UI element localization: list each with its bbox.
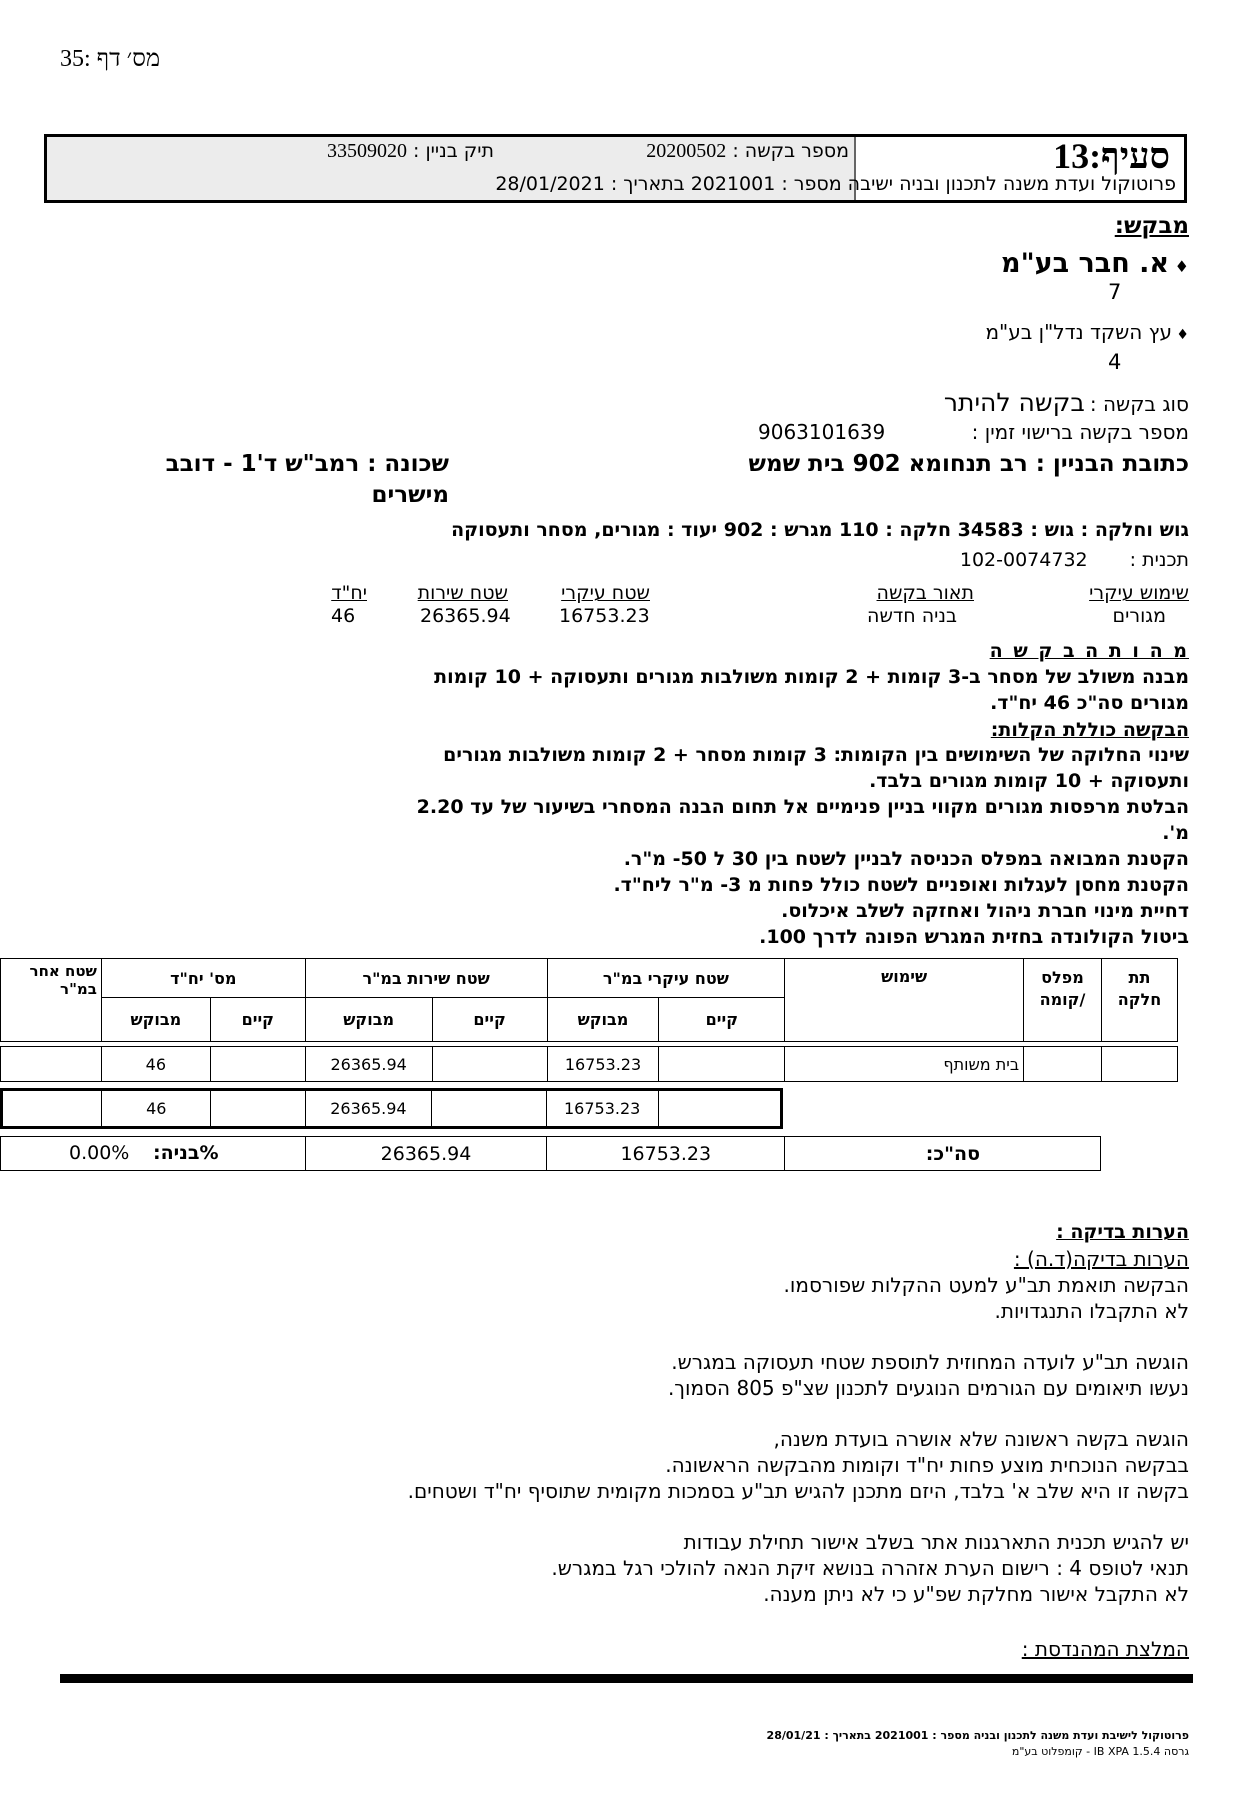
relief-line-7: דחיית מינוי חברת ניהול ואחזקה לשלב איכלוס. bbox=[781, 900, 1189, 922]
footer-line-2: גרסה IB XPA 1.5.4 - קומפלוט בע"מ bbox=[1011, 1745, 1189, 1758]
cell-units-requested: 46 bbox=[101, 1047, 210, 1082]
plan-label: תכנית : bbox=[1129, 549, 1189, 571]
section-title: סעיף:13 bbox=[1053, 136, 1170, 176]
address-label: כתובת הבניין : bbox=[1035, 451, 1189, 477]
col-use: שימוש bbox=[785, 959, 1024, 1042]
temp-license-value: 9063101639 bbox=[758, 420, 886, 444]
note-line-1: הבקשה תואמת תב"ע למעט ההקלות שפורסמו. bbox=[783, 1273, 1189, 1297]
parcel-line: גוש וחלקה : גוש : 34583 חלקה : 110 מגרש : 902 יעוד : מגורים, מסחר ותעסוקה bbox=[451, 519, 1189, 541]
total-main: 16753.23 bbox=[547, 1137, 785, 1171]
summary-main-use: מגורים bbox=[1112, 605, 1166, 627]
area-table-row bbox=[0, 1046, 1178, 1082]
request-number bbox=[646, 140, 849, 163]
neighborhood-label: שכונה : bbox=[367, 451, 449, 477]
service-existing-h: קיים bbox=[432, 998, 547, 1042]
engineering-recommendation: המלצת המהנדסת : bbox=[1021, 1637, 1189, 1661]
summary-h-main-use: שימוש עיקרי bbox=[1089, 582, 1189, 604]
bullet-icon: ♦ bbox=[1169, 257, 1189, 276]
summary-units: 46 bbox=[331, 605, 356, 627]
total-service: 26365.94 bbox=[305, 1137, 547, 1171]
relief-line-2: ותעסוקה + 10 קומות מגורים בלבד. bbox=[869, 770, 1189, 792]
build-value: 0.00% bbox=[69, 1142, 130, 1164]
total-build-cell bbox=[1, 1137, 306, 1171]
col-sub-parcel: תת חלקה bbox=[1101, 959, 1177, 1042]
summary-service-area: 26365.94 bbox=[420, 605, 511, 627]
relief-line-1: שינוי החלוקה של השימושים בין הקומות: 3 קומות מסחר + 2 קומות משולבות מגורים bbox=[443, 744, 1189, 766]
relief-line-6: הקטנת מחסן לעגלות ואופניים לשטח כולל פחות מ 3- מ"ר ליח"ד. bbox=[613, 874, 1189, 896]
area-table-subtotal bbox=[0, 1088, 783, 1129]
applicant-2 bbox=[985, 320, 1189, 344]
col-main-area: שטח עיקרי במ"ר bbox=[547, 959, 785, 998]
table-row bbox=[1, 1047, 1178, 1082]
essence-line-1: מבנה משולב של מסחר ב-3 קומות + 2 קומות משולבות מגורים ותעסוקה + 10 קומות bbox=[434, 666, 1189, 688]
neighborhood-line2: מישרים bbox=[371, 482, 449, 508]
essence-line-2: מגורים סה"כ 46 יח"ד. bbox=[990, 692, 1189, 714]
summary-description: בניה חדשה bbox=[867, 605, 957, 627]
sub-main-existing bbox=[658, 1090, 781, 1128]
sub-service-existing bbox=[432, 1090, 546, 1128]
area-table-total bbox=[0, 1136, 1101, 1171]
cell-sub-parcel bbox=[1102, 1047, 1178, 1082]
note-line-12: תנאי לטופס 4 : רישום הערת אזהרה בנושא זיקת הנאה להולכי רגל במגרש. bbox=[551, 1556, 1189, 1580]
units-existing-h: קיים bbox=[210, 998, 305, 1042]
cell-units-existing bbox=[210, 1047, 305, 1082]
note-line-5: נעשו תיאומים עם הגורמים הנוגעים לתכנון שצ"פ 805 הסמוך. bbox=[667, 1376, 1189, 1400]
file-number-value: 33509020 bbox=[326, 140, 407, 162]
plan bbox=[960, 549, 1189, 571]
main-requested-h: מבוקש bbox=[547, 998, 659, 1042]
page-number-label: מס׳ דף bbox=[96, 46, 161, 72]
relief-line-4: מ'. bbox=[1162, 822, 1189, 844]
relief-line-8: ביטול הקולונדה בחזית המגרש הפונה לדרך 100. bbox=[759, 926, 1189, 948]
cell-main-requested: 16753.23 bbox=[547, 1047, 659, 1082]
note-line-8: בבקשה הנוכחית מוצע פחות יח"ד וקומות מהבקשה הראשונה. bbox=[665, 1453, 1189, 1477]
summary-h-main-area: שטח עיקרי bbox=[561, 582, 650, 604]
file-number-label: תיק בניין : bbox=[413, 140, 494, 162]
applicant-1-number: 7 bbox=[1108, 280, 1122, 304]
address-value: רב תנחומא 902 בית שמש bbox=[748, 451, 1028, 477]
col-units: מס' יח"ד bbox=[101, 959, 305, 998]
main-existing-h: קיים bbox=[659, 998, 785, 1042]
page-number bbox=[60, 46, 160, 73]
applicant-2-name: עץ השקד נדל"ן בע"מ bbox=[985, 320, 1172, 344]
neighborhood bbox=[166, 451, 449, 477]
temp-license-label: מספר בקשה ברישוי זמין : bbox=[971, 420, 1189, 444]
sub-units: 46 bbox=[102, 1090, 211, 1128]
total-label: סה"כ: bbox=[785, 1137, 1101, 1171]
col-level: מפלס /קומה bbox=[1023, 959, 1101, 1042]
summary-h-service-area: שטח שירות bbox=[417, 582, 508, 604]
relief-title: הבקשה כוללת הקלות: bbox=[990, 719, 1189, 741]
page-number-value: 35: bbox=[60, 46, 91, 72]
applicant-2-number: 4 bbox=[1108, 350, 1122, 374]
cell-use: בית משותף bbox=[785, 1047, 1024, 1082]
build-label: %בניה: bbox=[153, 1142, 219, 1164]
neighborhood-value: רמב"ש ד'1 - דובב bbox=[165, 451, 360, 477]
address bbox=[749, 451, 1189, 477]
sub-other bbox=[2, 1090, 102, 1128]
request-type-label: סוג בקשה : bbox=[1089, 392, 1189, 416]
col-service-area: שטח שירות במ"ר bbox=[305, 959, 547, 998]
request-number-label: מספר בקשה : bbox=[732, 140, 849, 162]
file-number bbox=[327, 140, 494, 163]
note-line-7: הוגשה בקשה ראשונה שלא אושרה בועדת משנה, bbox=[773, 1427, 1189, 1451]
service-requested-h: מבוקש bbox=[305, 998, 432, 1042]
notes-subtitle: הערות בדיקה(ד.ה) : bbox=[1013, 1247, 1189, 1271]
essence-title: מ ה ו ת ה ב ק ש ה bbox=[989, 640, 1189, 662]
sub-main: 16753.23 bbox=[546, 1090, 658, 1128]
sub-units-existing bbox=[211, 1090, 306, 1128]
applicant-1-name: א. חבר בע"מ bbox=[1001, 248, 1170, 279]
relief-line-5: הקטנת המבואה במפלס הכניסה לבניין לשטח בין 30 ל 50- מ"ר. bbox=[623, 848, 1189, 870]
col-other-area: שטח אחר במ"ר bbox=[1, 959, 102, 1042]
note-line-11: יש להגיש תכנית התארגנות אתר בשלב אישור תחילת עבודות bbox=[683, 1530, 1189, 1554]
note-line-9: בקשה זו היא שלב א' בלבד, היזם מתכנן להגיש תב"ע בסמכות מקומית שתוסיף יח"ד ושטחים. bbox=[407, 1479, 1189, 1503]
header-box bbox=[44, 134, 1187, 203]
relief-line-3: הבלטת מרפסות מגורים מקווי בניין פנימיים אל תחום הבנה המסחרי בשיעור של עד 2.20 bbox=[416, 796, 1189, 818]
applicant-1 bbox=[1001, 248, 1189, 279]
note-line-13: לא התקבל אישור מחלקת שפ"ע כי לא ניתן מענה. bbox=[763, 1582, 1189, 1606]
cell-main-existing bbox=[659, 1047, 785, 1082]
summary-h-units: יח"ד bbox=[331, 582, 367, 604]
note-line-4: הוגשה תב"ע לועדה המחוזית לתוספת שטחי תעסוקה במגרש. bbox=[671, 1350, 1189, 1374]
cell-service-requested: 26365.94 bbox=[305, 1047, 432, 1082]
notes-title: הערות בדיקה : bbox=[1056, 1221, 1189, 1243]
footer-line-1: פרוטוקול לישיבת ועדת משנה לתכנון ובניה מספר : 2021001 בתאריך : 28/01/21 bbox=[766, 1729, 1189, 1742]
area-table-header bbox=[0, 958, 1178, 1042]
bullet-icon: ♦ bbox=[1171, 327, 1189, 343]
plan-value: 102-0074732 bbox=[959, 549, 1088, 571]
summary-main-area: 16753.23 bbox=[559, 605, 650, 627]
units-requested-h: מבוקש bbox=[101, 998, 210, 1042]
cell-service-existing bbox=[432, 1047, 547, 1082]
request-type-value: בקשה להיתר bbox=[943, 388, 1085, 417]
applicant-title: מבקש: bbox=[1114, 213, 1189, 239]
sub-service: 26365.94 bbox=[305, 1090, 432, 1128]
cell-level bbox=[1024, 1047, 1102, 1082]
cell-other bbox=[1, 1047, 102, 1082]
request-type bbox=[944, 388, 1189, 417]
request-number-value: 20200502 bbox=[646, 140, 727, 162]
footer-divider bbox=[60, 1674, 1193, 1683]
note-line-2: לא התקבלו התנגדויות. bbox=[994, 1299, 1189, 1323]
protocol-line: פרוטוקול ועדת משנה לתכנון ובניה ישיבה מספר : 2021001 בתאריך : 28/01/2021 bbox=[495, 173, 1176, 195]
summary-h-description: תאור בקשה bbox=[876, 582, 974, 604]
